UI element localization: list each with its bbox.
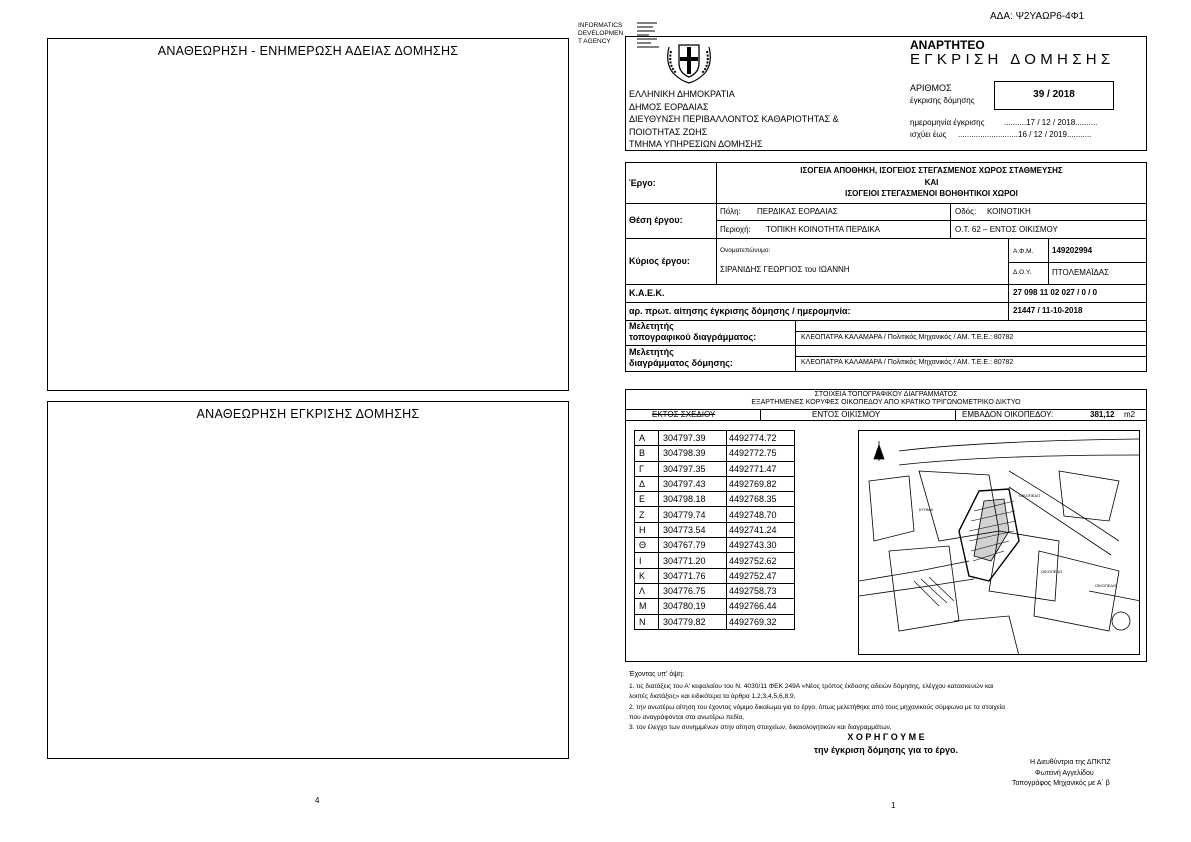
- point-label: Μ: [635, 599, 659, 614]
- grant-subheading: την έγκριση δόμησης για το έργο.: [813, 745, 959, 755]
- x-coordinate: 304776.75: [659, 583, 727, 598]
- y-coordinate: 4492752.47: [727, 568, 795, 583]
- point-label: Γ: [635, 461, 659, 476]
- city-value: ΠΕΡΔΙΚΑΣ ΕΟΡΔΑΙΑΣ: [757, 207, 838, 216]
- point-label: Ι: [635, 553, 659, 568]
- svg-text:ΟΙΚΟΠΕΔΟ: ΟΙΚΟΠΕΔΟ: [1095, 583, 1117, 588]
- outside-plan-label: ΕΚΤΟΣ ΣΧΕΔΙΟΥ: [652, 410, 716, 419]
- area-label: Περιοχή:: [720, 225, 751, 234]
- authority-line: ΤΜΗΜΑ ΥΠΗΡΕΣΙΩΝ ΔΟΜΗΣΗΣ: [629, 139, 763, 149]
- city-label: Πόλη:: [720, 207, 741, 216]
- number-label-sub: έγκρισης δόμησης: [910, 96, 975, 105]
- coordinate-row: [635, 431, 795, 446]
- clause-1: 1. τις διατάξεις του Α' κεφαλαίου του Ν. 4030/11 ΦΕΚ 249Α «Νέος τρόπος έκδοσης αδειών δόμησης, ελέγχου κατασκευών και: [629, 683, 994, 690]
- y-coordinate: 4492758.73: [727, 583, 795, 598]
- point-label: Ε: [635, 492, 659, 507]
- project-label: Έργο:: [629, 178, 656, 188]
- coordinate-row: [635, 538, 795, 553]
- signer-title: Η Διευθύντρια της ΔΠΚΠΖ: [1030, 759, 1111, 766]
- y-coordinate: 4492752.62: [727, 553, 795, 568]
- topographic-title: ΣΤΟΙΧΕΙΑ ΤΟΠΟΓΡΑΦΙΚΟΥ ΔΙΑΓΡΑΜΜΑΤΟΣ ΕΞΑΡΤΗΜΕΝΕΣ ΚΟΡΥΦΕΣ ΟΙΚΟΠΕΔΟΥ ΑΠΟ ΚΡΑΤΙΚΟ ΤΡΙΓΩΝΟΜΕΤΡΙΚΟ ΔΙΚΤΥΟ: [751, 391, 1021, 406]
- tax-office-value: ΠΤΟΛΕΜΑΪΔΑΣ: [1052, 268, 1110, 277]
- point-label: Λ: [635, 583, 659, 598]
- x-coordinate: 304779.74: [659, 507, 727, 522]
- coordinate-row: [635, 492, 795, 507]
- y-coordinate: 4492766.44: [727, 599, 795, 614]
- area-value: ΤΟΠΙΚΗ ΚΟΙΝΟΤΗΤΑ ΠΕΡΔΙΚΑ: [766, 225, 881, 234]
- x-coordinate: 304767.79: [659, 538, 727, 553]
- point-label: Θ: [635, 538, 659, 553]
- application-value: 21447 / 11-10-2018: [1013, 306, 1083, 315]
- y-coordinate: 4492748.70: [727, 507, 795, 522]
- y-coordinate: 4492769.32: [727, 614, 795, 629]
- topographic-map: [858, 430, 1140, 655]
- coordinate-row: [635, 446, 795, 461]
- kaek-value: 27 098 11 02 027 / 0 / 0: [1013, 288, 1098, 297]
- clause-2-cont: που αναγράφονται στα ανωτέρω πεδία,: [629, 714, 745, 721]
- coordinate-row: [635, 568, 795, 583]
- plot-area-unit: m2: [1124, 410, 1136, 419]
- considering-label: Έχοντας υπ' όψη:: [629, 671, 685, 678]
- authority-line: ΕΛΛΗΝΙΚΗ ΔΗΜΟΚΡΑΤΙΑ: [629, 89, 735, 99]
- coordinate-row: [635, 614, 795, 629]
- coordinates-table: [634, 430, 795, 630]
- owner-name: ΣΙΡΑΝΙΔΗΣ ΓΕΩΡΓΙΟΣ του ΙΩΑΝΝΗ: [720, 265, 850, 274]
- x-coordinate: 304771.20: [659, 553, 727, 568]
- building-engineer-label: Μελετητής διαγράμματος δόμησης:: [629, 347, 733, 368]
- y-coordinate: 4492774.72: [727, 431, 795, 446]
- street-value: ΚΟΙΝΟΤΙΚΗ: [987, 207, 1031, 216]
- svg-text:ΟΙΚΟΠΕΔΟ: ΟΙΚΟΠΕΔΟ: [1019, 493, 1041, 498]
- approval-number-box: [994, 81, 1114, 110]
- y-coordinate: 4492769.82: [727, 476, 795, 491]
- authority-line: ΔΙΕΥΘΥΝΣΗ ΠΕΡΙΒΑΛΛΟΝΤΟΣ ΚΑΘΑΡΙΟΤΗΤΑΣ &: [629, 114, 839, 124]
- tax-id-value: 149202994: [1052, 246, 1093, 255]
- ada-code: ΑΔΑ: Ψ2ΥΑΩΡ6-4Φ1: [990, 11, 1085, 22]
- valid-until-label: ισχύει έως: [910, 130, 947, 139]
- greek-coat-of-arms-icon: [663, 39, 715, 85]
- authority-line: ΔΗΜΟΣ ΕΟΡΔΑΙΑΣ: [629, 101, 709, 112]
- svg-text:ΟΙΚΟΠΕΔΟ: ΟΙΚΟΠΕΔΟ: [1041, 569, 1063, 574]
- approval-date: ..........17 / 12 / 2018..........: [1004, 118, 1098, 127]
- x-coordinate: 304773.54: [659, 522, 727, 537]
- signer-role: Τοπογράφος Μηχανικός με Α΄ β: [1012, 780, 1110, 787]
- street-label: Οδός:: [955, 207, 977, 216]
- y-coordinate: 4492771.47: [727, 461, 795, 476]
- y-coordinate: 4492768.35: [727, 492, 795, 507]
- x-coordinate: 304798.39: [659, 446, 727, 461]
- point-label: Δ: [635, 476, 659, 491]
- number-label: ΑΡΙΘΜΟΣ: [910, 83, 952, 93]
- revision-approval-box: [47, 401, 569, 759]
- x-coordinate: 304771.76: [659, 568, 727, 583]
- revision-update-title: ΑΝΑΘΕΩΡΗΣΗ - ΕΝΗΜΕΡΩΣΗ ΑΔΕΙΑΣ ΔΟΜΗΣΗΣ: [157, 44, 459, 58]
- revision-update-box: [47, 38, 569, 391]
- point-label: Β: [635, 446, 659, 461]
- y-coordinate: 4492741.24: [727, 522, 795, 537]
- owner-label: Κύριος έργου:: [629, 256, 690, 266]
- signer-name: Φωτεινή Αγγελίδου: [1035, 770, 1094, 777]
- grant-heading: Χ Ο Ρ Η Γ Ο Υ Μ Ε: [847, 732, 925, 742]
- fullname-label: Ονοματεπώνυμο:: [720, 247, 771, 254]
- point-label: Ζ: [635, 507, 659, 522]
- authority-block: [629, 88, 839, 151]
- x-coordinate: 304798.18: [659, 492, 727, 507]
- coordinate-row: [635, 507, 795, 522]
- agency-logo-text: INFORMATICS DEVELOPMEN T AGENCY: [578, 22, 624, 45]
- svg-text:ΚΤΗΜΑ: ΚΤΗΜΑ: [919, 507, 933, 512]
- application-label: αρ. πρωτ. αίτησης έγκρισης δόμησης / ημερομηνία:: [629, 306, 851, 316]
- clause-1-cont: λοιπές διατάξεις» και ειδικότερα τα άρθρα 1,2,3,4,5,6,8,9,: [629, 693, 796, 700]
- coordinate-row: [635, 476, 795, 491]
- location-label: Θέση έργου:: [629, 215, 683, 225]
- coordinate-row: [635, 553, 795, 568]
- coordinate-row: [635, 583, 795, 598]
- kaek-label: Κ.Α.Ε.Κ.: [629, 288, 665, 298]
- x-coordinate: 304780.19: [659, 599, 727, 614]
- tax-office-label: Δ.Ο.Υ.: [1013, 269, 1032, 276]
- anartitheo-label: ΑΝΑΡΤΗΤΕΟ: [910, 38, 985, 52]
- tax-id-label: Α.Φ.Μ.: [1013, 248, 1034, 255]
- point-label: Κ: [635, 568, 659, 583]
- y-coordinate: 4492743.30: [727, 538, 795, 553]
- map-legend-circle-icon: [1112, 612, 1130, 630]
- coordinate-row: [635, 522, 795, 537]
- block-value: Ο.Τ. 62 – ΕΝΤΟΣ ΟΙΚΙΣΜΟΥ: [955, 225, 1058, 234]
- authority-line: ΠΟΙΟΤΗΤΑΣ ΖΩΗΣ: [629, 126, 708, 137]
- right-page-number: 1: [891, 801, 896, 810]
- point-label: Ν: [635, 614, 659, 629]
- coordinate-row: [635, 599, 795, 614]
- left-page-number: 4: [315, 796, 320, 805]
- inside-settlement-label: ΕΝΤΟΣ ΟΙΚΙΣΜΟΥ: [812, 410, 881, 419]
- approval-number: 39 / 2018: [1033, 89, 1075, 100]
- building-engineer-value: ΚΛΕΟΠΑΤΡΑ ΚΑΛΑΜΑΡΑ / Πολιτικός Μηχανικός / ΑΜ. Τ.Ε.Ε.: 80782: [801, 359, 1014, 366]
- coordinate-row: [635, 461, 795, 476]
- point-label: Η: [635, 522, 659, 537]
- plot-area-label: ΕΜΒΑΔΟΝ ΟΙΚΟΠΕΔΟΥ:: [962, 410, 1054, 419]
- north-arrow-icon: [874, 441, 884, 461]
- x-coordinate: 304779.82: [659, 614, 727, 629]
- x-coordinate: 304797.35: [659, 461, 727, 476]
- plot-area-value: 381,12: [1090, 410, 1115, 419]
- approval-date-label: ημερομηνία έγκρισης: [910, 118, 985, 127]
- valid-until-date: ...........................16 / 12 / 2019...........: [958, 130, 1092, 139]
- x-coordinate: 304797.43: [659, 476, 727, 491]
- project-description: ΙΣΟΓΕΙΑ ΑΠΟΘΗΚΗ, ΙΣΟΓΕΙΟΣ ΣΤΕΓΑΣΜΕΝΟΣ ΧΩΡΟΣ ΣΤΑΘΜΕΥΣΗΣ ΚΑΙ ΙΣΟΓΕΙΟΙ ΣΤΕΓΑΣΜΕΝΟΙ ΒΟΗΘΗΤΙΚΟΙ ΧΩΡΟΙ: [800, 166, 1063, 198]
- clause-3: 3. τον έλεγχο των συνημμένων στην αίτηση στοιχείων, δικαιολογητικών και διαγραμμάτων,: [629, 724, 892, 731]
- point-label: Α: [635, 431, 659, 446]
- x-coordinate: 304797.39: [659, 431, 727, 446]
- y-coordinate: 4492772.75: [727, 446, 795, 461]
- clause-2: 2. την ανωτέρω αίτηση του έχοντος νόμιμο δικαίωμα για το έργο, όπως μελετήθηκε από τους μηχανικούς σύμφωνα με τα στοιχεία: [629, 704, 1006, 711]
- revision-approval-title: ΑΝΑΘΕΩΡΗΣΗ ΕΓΚΡΙΣΗΣ ΔΟΜΗΣΗΣ: [196, 407, 420, 421]
- topographic-engineer-label: Μελετητής τοπογραφικού διαγράμματος:: [629, 321, 757, 342]
- document-title: ΕΓΚΡΙΣΗ ΔΟΜΗΣΗΣ: [910, 51, 1115, 68]
- topographic-engineer-value: ΚΛΕΟΠΑΤΡΑ ΚΑΛΑΜΑΡΑ / Πολιτικός Μηχανικός / ΑΜ. Τ.Ε.Ε.: 80782: [801, 334, 1014, 341]
